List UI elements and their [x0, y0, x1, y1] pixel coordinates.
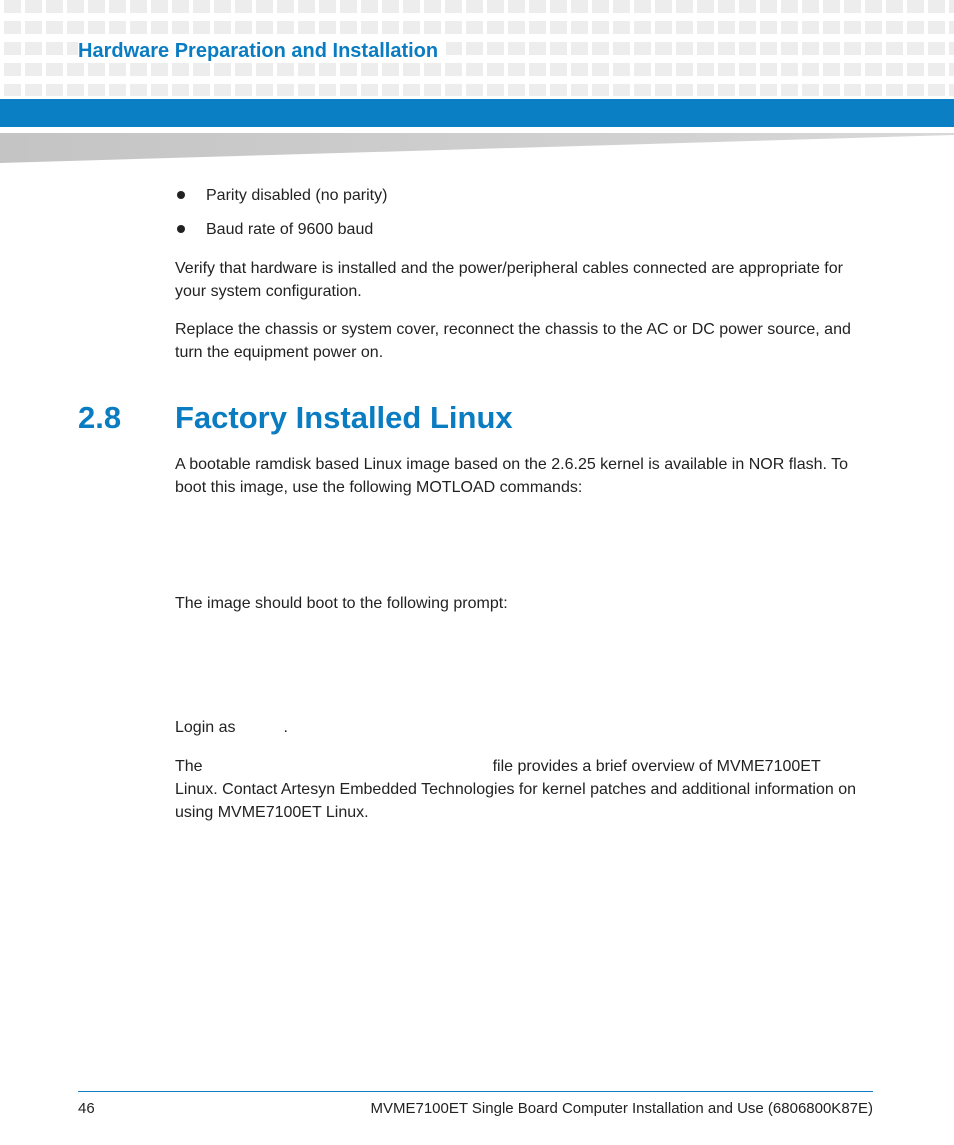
paragraph-readme — [175, 755, 875, 824]
header-gray-wedge — [0, 133, 954, 163]
readme-prefix: The — [175, 758, 203, 775]
section-title: Factory Installed Linux — [175, 400, 513, 435]
paragraph-intro: A bootable ramdisk based Linux image based on the 2.6.25 kernel is available in NOR flash. To boot this image, use the following MOTLOAD commands: — [175, 456, 848, 496]
login-prefix: Login as — [175, 719, 236, 736]
section-number: 2.8 — [78, 400, 122, 435]
footer-doc-title: MVME7100ET Single Board Computer Installation and Use (6806800K87E) — [370, 1100, 873, 1117]
bullet-dot-icon — [177, 225, 185, 233]
readme-rest: Linux. Contact Artesyn Embedded Technologies for kernel patches and additional information on using MVME7100ET Linux. — [175, 781, 857, 821]
bullet-dot-icon — [177, 191, 185, 199]
bullet-text: Baud rate of 9600 baud — [206, 221, 374, 238]
running-header-title: Hardware Preparation and Installation — [78, 40, 446, 63]
readme-line1: file provides a brief overview of MVME7100ET — [492, 758, 821, 775]
paragraph-login — [175, 716, 875, 739]
page-number: 46 — [78, 1100, 95, 1117]
paragraph-replace: Replace the chassis or system cover, reconnect the chassis to the AC or DC power source, and turn the equipment power on. — [175, 321, 851, 361]
footer-rule — [78, 1091, 873, 1092]
login-suffix: . — [283, 719, 288, 736]
header-blue-bar — [0, 99, 954, 127]
bullet-text: Parity disabled (no parity) — [206, 187, 388, 204]
paragraph-boot-prompt: The image should boot to the following prompt: — [175, 595, 508, 612]
paragraph-verify: Verify that hardware is installed and the power/peripheral cables connected are appropriate for your system configuration. — [175, 260, 843, 300]
